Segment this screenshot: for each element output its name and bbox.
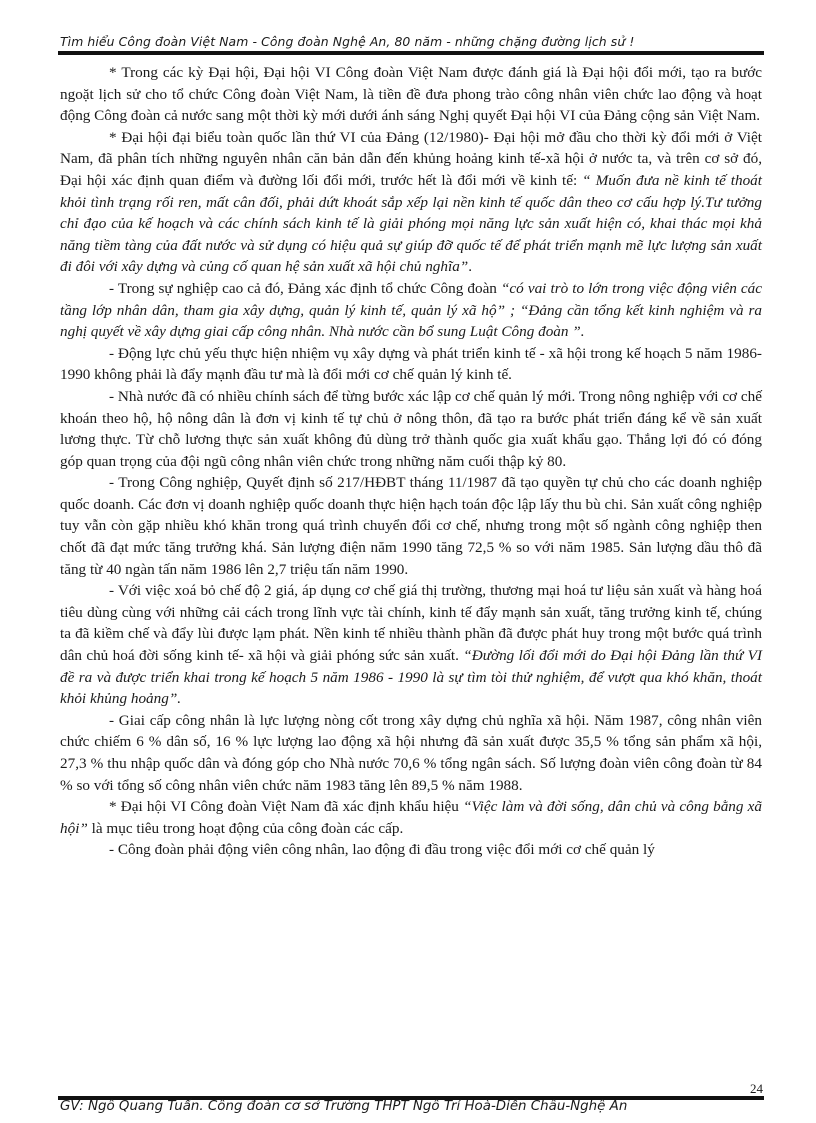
paragraph <box>60 839 762 861</box>
italic-quote: “Đường lối đổi mới do Đại hội Đảng lần thứ VI đề ra và được triển khai trong kế hoạch 5 năm 1986 - 1990 là sự tìm tòi thử nghiệm, để vượt qua khó khăn, thoát khỏi khủng hoảng”. <box>60 647 762 708</box>
paragraph <box>60 386 762 472</box>
italic-quote: “Việc làm và đời sống, dân chủ và công bằng xã hội” <box>60 798 762 837</box>
text-run: - Công đoàn phải động viên công nhân, lao động đi đầu trong việc đổi mới cơ chế quản lý <box>109 841 655 859</box>
paragraph <box>60 796 762 839</box>
paragraph <box>60 278 762 343</box>
page-number: 24 <box>750 1081 763 1096</box>
italic-quote: “ Muốn đưa nề kinh tế thoát khỏi tình trạng rối ren, mất cân đối, phải dứt khoát sắp xếp lại nền kinh tế quốc dân theo cơ cấu hợp lý.Tư tưởng chỉ đạo của kế hoạch và các chính sách kinh tế là giải phóng mọi năng lực sản xuất hiện có, khai thác mọi khả năng tiềm tàng của đất nước và sử dụng có hiệu quả sự giúp đỡ quốc tế để phát triển mạnh mẽ lực lượng sản xuất đi đôi với xây dựng và củng cố quan hệ sản xuất xã hội chủ nghĩa” <box>60 171 762 276</box>
page-header: Tìm hiểu Công đoàn Việt Nam - Công đoàn Nghệ An, 80 năm - những chặng đường lịch sử ! <box>60 34 635 49</box>
text-run: * Trong các kỳ Đại hội, Đại hội VI Công đoàn Việt Nam được đánh giá là Đại hội đổi mới, tạo ra bước ngoặt lịch sử cho tổ chức Công đoàn Việt Nam, là tiền đề đưa phong trào công nhân viên chức lao động và hoạt động Công đoàn cả nước sang một thời kỳ mới dưới ánh sáng Nghị quyết Đại hội VI của Đảng cộng sản Việt Nam. <box>60 64 762 125</box>
paragraph <box>60 710 762 796</box>
text-run: - Trong sự nghiệp cao cả đó, Đảng xác định tổ chức Công đoàn <box>109 279 501 297</box>
text-run: - Nhà nước đã có nhiều chính sách để từng bước xác lập cơ chế quản lý mới. Trong nông nghiệp với cơ chế khoán theo hộ, hộ nông dân là đơn vị kinh tế tự chủ ở nông thôn, đã tạo ra bước phát triển đáng kể về sản xuất lương thực. Từ chỗ lương thực sản xuất không đủ dùng trở thành quốc gia xuất khẩu gạo. Thắng lợi đó có đóng góp quan trọng của đội ngũ công nhân viên chức trong những năm cuối thập kỷ 80. <box>60 387 762 470</box>
text-run: - Động lực chủ yếu thực hiện nhiệm vụ xây dựng và phát triển kinh tế - xã hội trong kế hoạch 5 năm 1986-1990 không phải là đẩy mạnh đầu tư mà là đổi mới cơ chế quản lý kinh tế. <box>60 344 762 384</box>
page-footer: GV: Ngô Quang Tuấn. Công đoàn cơ sở Trường THPT Ngô Trí Hoà-Diễn Châu-Nghệ An <box>60 1099 628 1114</box>
text-run: . <box>468 258 473 276</box>
italic-quote: “có vai trò to lớn trong việc động viên các tầng lớp nhân dân, tham gia xây dựng, quản lý kinh tế, quản lý xã hộ” ; “Đảng cần tổng kết kinh nghiệm và ra nghị quyết về xây dựng giai cấp công nhân. Nhà nước cần bổ sung Luật Công đoàn ”. <box>60 279 762 341</box>
text-run: - Trong Công nghiệp, Quyết định số 217/HĐBT tháng 11/1987 đã tạo quyền tự chủ cho các doanh nghiệp quốc doanh. Các đơn vị doanh nghiệp quốc doanh thực hiện hạch toán độc lập lấy thu bù chi. Sản xuất công nghiệp tuy vẫn còn gặp nhiều khó khăn trong quá trình chuyển đổi cơ chế, nhưng trong một số ngành công nghiệp then chốt đã đạt mức tăng trưởng khá. Sản lượng điện năm 1990 tăng 72,5 % so với năm 1985. Sản lượng dầu thô đã tăng từ 40 ngàn tấn năm 1986 lên 2,7 triệu tấn năm 1990. <box>60 474 762 578</box>
paragraph <box>60 580 762 710</box>
text-run: là mục tiêu trong hoạt động của công đoàn các cấp. <box>87 819 404 837</box>
paragraph <box>60 343 762 386</box>
text-run: * Đại hội đại biểu toàn quốc lần thứ VI của Đảng (12/1980)- Đại hội mở đầu cho thời kỳ đổi mới ở Việt Nam, đã phân tích những nguyên nhân căn bản dẫn đến khủng hoảng kinh tế-xã hội ở nước ta, và trên cơ sở đó, Đại hội xác định quan điểm và đường lối đổi mới, trước hết là đổi mới về kinh tế: <box>60 128 762 189</box>
header-rule <box>58 51 764 55</box>
paragraph <box>60 62 762 127</box>
paragraph <box>60 472 762 580</box>
text-run: - Giai cấp công nhân là lực lượng nòng cốt trong xây dựng chủ nghĩa xã hội. Năm 1987, công nhân viên chức chiếm 6 % dân số, 16 % lực lượng lao động xã hội nhưng đã sản xuất được 35,5 % tổng sản phẩm xã hội, 27,3 % thu nhập quốc dân và đóng góp cho Nhà nước 70,6 % tổng ngân sách. Số lượng đoàn viên công đoàn từ 84 % so với tổng số công nhân viên chức năm 1983 tăng lên 89,5 % năm 1988. <box>60 711 762 794</box>
text-run: * Đại hội VI Công đoàn Việt Nam đã xác định khẩu hiệu <box>109 798 464 816</box>
paragraph <box>60 127 762 278</box>
document-body <box>60 62 762 861</box>
text-run: - Với việc xoá bỏ chế độ 2 giá, áp dụng cơ chế giá thị trường, thương mại hoá tư liệu sản xuất và hàng hoá tiêu dùng cùng với những cải cách trong lĩnh vực tài chính, kinh tế đẩy mạnh sản xuất, tăng trưởng kinh tế, chúng ta đã kiềm chế và đẩy lùi được lạm phát. Nền kinh tế nhiều thành phần đã được phát huy trong một bước quá trình dân chủ hoá đời sống kinh tế- xã hội và giải phóng sức sản xuất. <box>60 582 762 665</box>
